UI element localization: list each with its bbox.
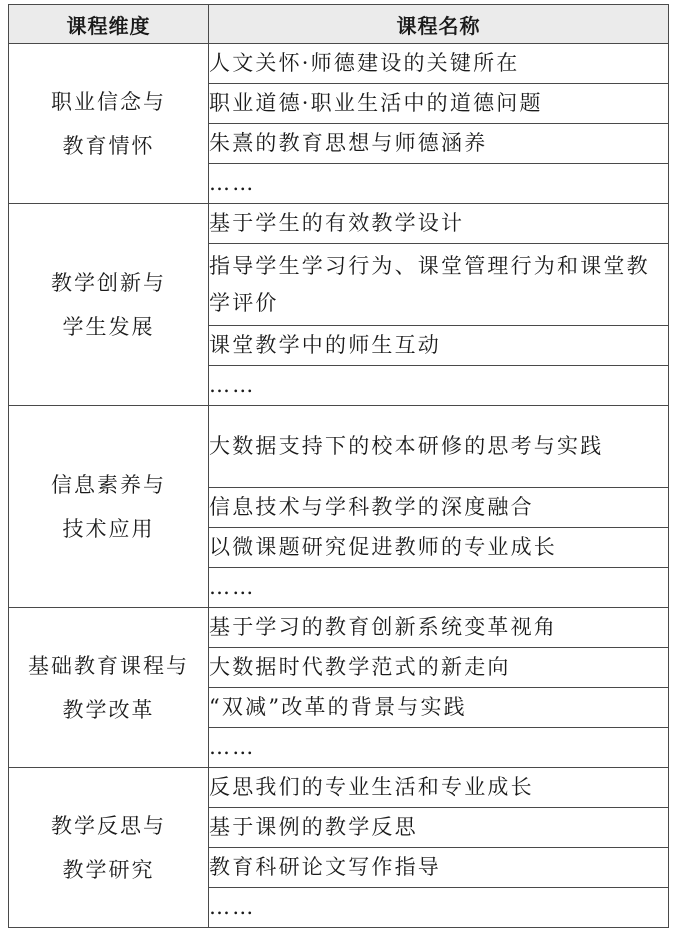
course-name-cell: …… (209, 888, 669, 928)
header-dimension: 课程维度 (9, 5, 209, 44)
dimension-cell (9, 768, 209, 928)
table-header-row (9, 5, 669, 44)
table-row (9, 204, 669, 244)
dimension-label-line: 教育情怀 (62, 133, 155, 158)
dimension-label-line: 职业信念与 (51, 89, 166, 114)
course-name-cell: 职业道德·职业生活中的道德问题 (209, 84, 669, 124)
course-table (8, 4, 669, 928)
dimension-label-line: 基础教育课程与 (28, 653, 189, 678)
course-name-cell: 朱熹的教育思想与师德涵养 (209, 124, 669, 164)
dimension-label-line: 教学研究 (62, 857, 155, 882)
course-name-cell: 基于学习的教育创新系统变革视角 (209, 608, 669, 648)
table-body (9, 44, 669, 928)
course-name-cell: 基于学生的有效教学设计 (209, 204, 669, 244)
course-name-cell: …… (209, 568, 669, 608)
table-row (9, 608, 669, 648)
dimension-cell (9, 204, 209, 406)
table-row (9, 406, 669, 488)
dimension-cell (9, 608, 209, 768)
course-name-cell: 课堂教学中的师生互动 (209, 326, 669, 366)
table-row (9, 768, 669, 808)
course-name-cell: …… (209, 366, 669, 406)
course-name-cell: 教育科研论文写作指导 (209, 848, 669, 888)
dimension-label-line: 教学改革 (62, 697, 155, 722)
course-name-cell: 人文关怀·师德建设的关键所在 (209, 44, 669, 84)
course-name-cell: 大数据时代教学范式的新走向 (209, 648, 669, 688)
course-name-cell: …… (209, 728, 669, 768)
course-name-cell: 反思我们的专业生活和专业成长 (209, 768, 669, 808)
course-name-cell: …… (209, 164, 669, 204)
course-name-cell: “双减”改革的背景与实践 (209, 688, 669, 728)
course-name-cell: 信息技术与学科教学的深度融合 (209, 488, 669, 528)
course-name-cell: 指导学生学习行为、课堂管理行为和课堂教学评价 (209, 244, 669, 326)
dimension-cell (9, 44, 209, 204)
course-name-cell: 以微课题研究促进教师的专业成长 (209, 528, 669, 568)
dimension-label-line: 信息素养与 (51, 472, 166, 497)
dimension-label-line: 技术应用 (62, 516, 155, 541)
dimension-label-line: 学生发展 (62, 314, 155, 339)
course-name-cell: 基于课例的教学反思 (209, 808, 669, 848)
dimension-cell (9, 406, 209, 608)
course-name-cell: 大数据支持下的校本研修的思考与实践 (209, 406, 669, 488)
dimension-label-line: 教学反思与 (51, 813, 166, 838)
table-row (9, 44, 669, 84)
dimension-label-line: 教学创新与 (51, 270, 166, 295)
header-course-name: 课程名称 (209, 5, 669, 44)
